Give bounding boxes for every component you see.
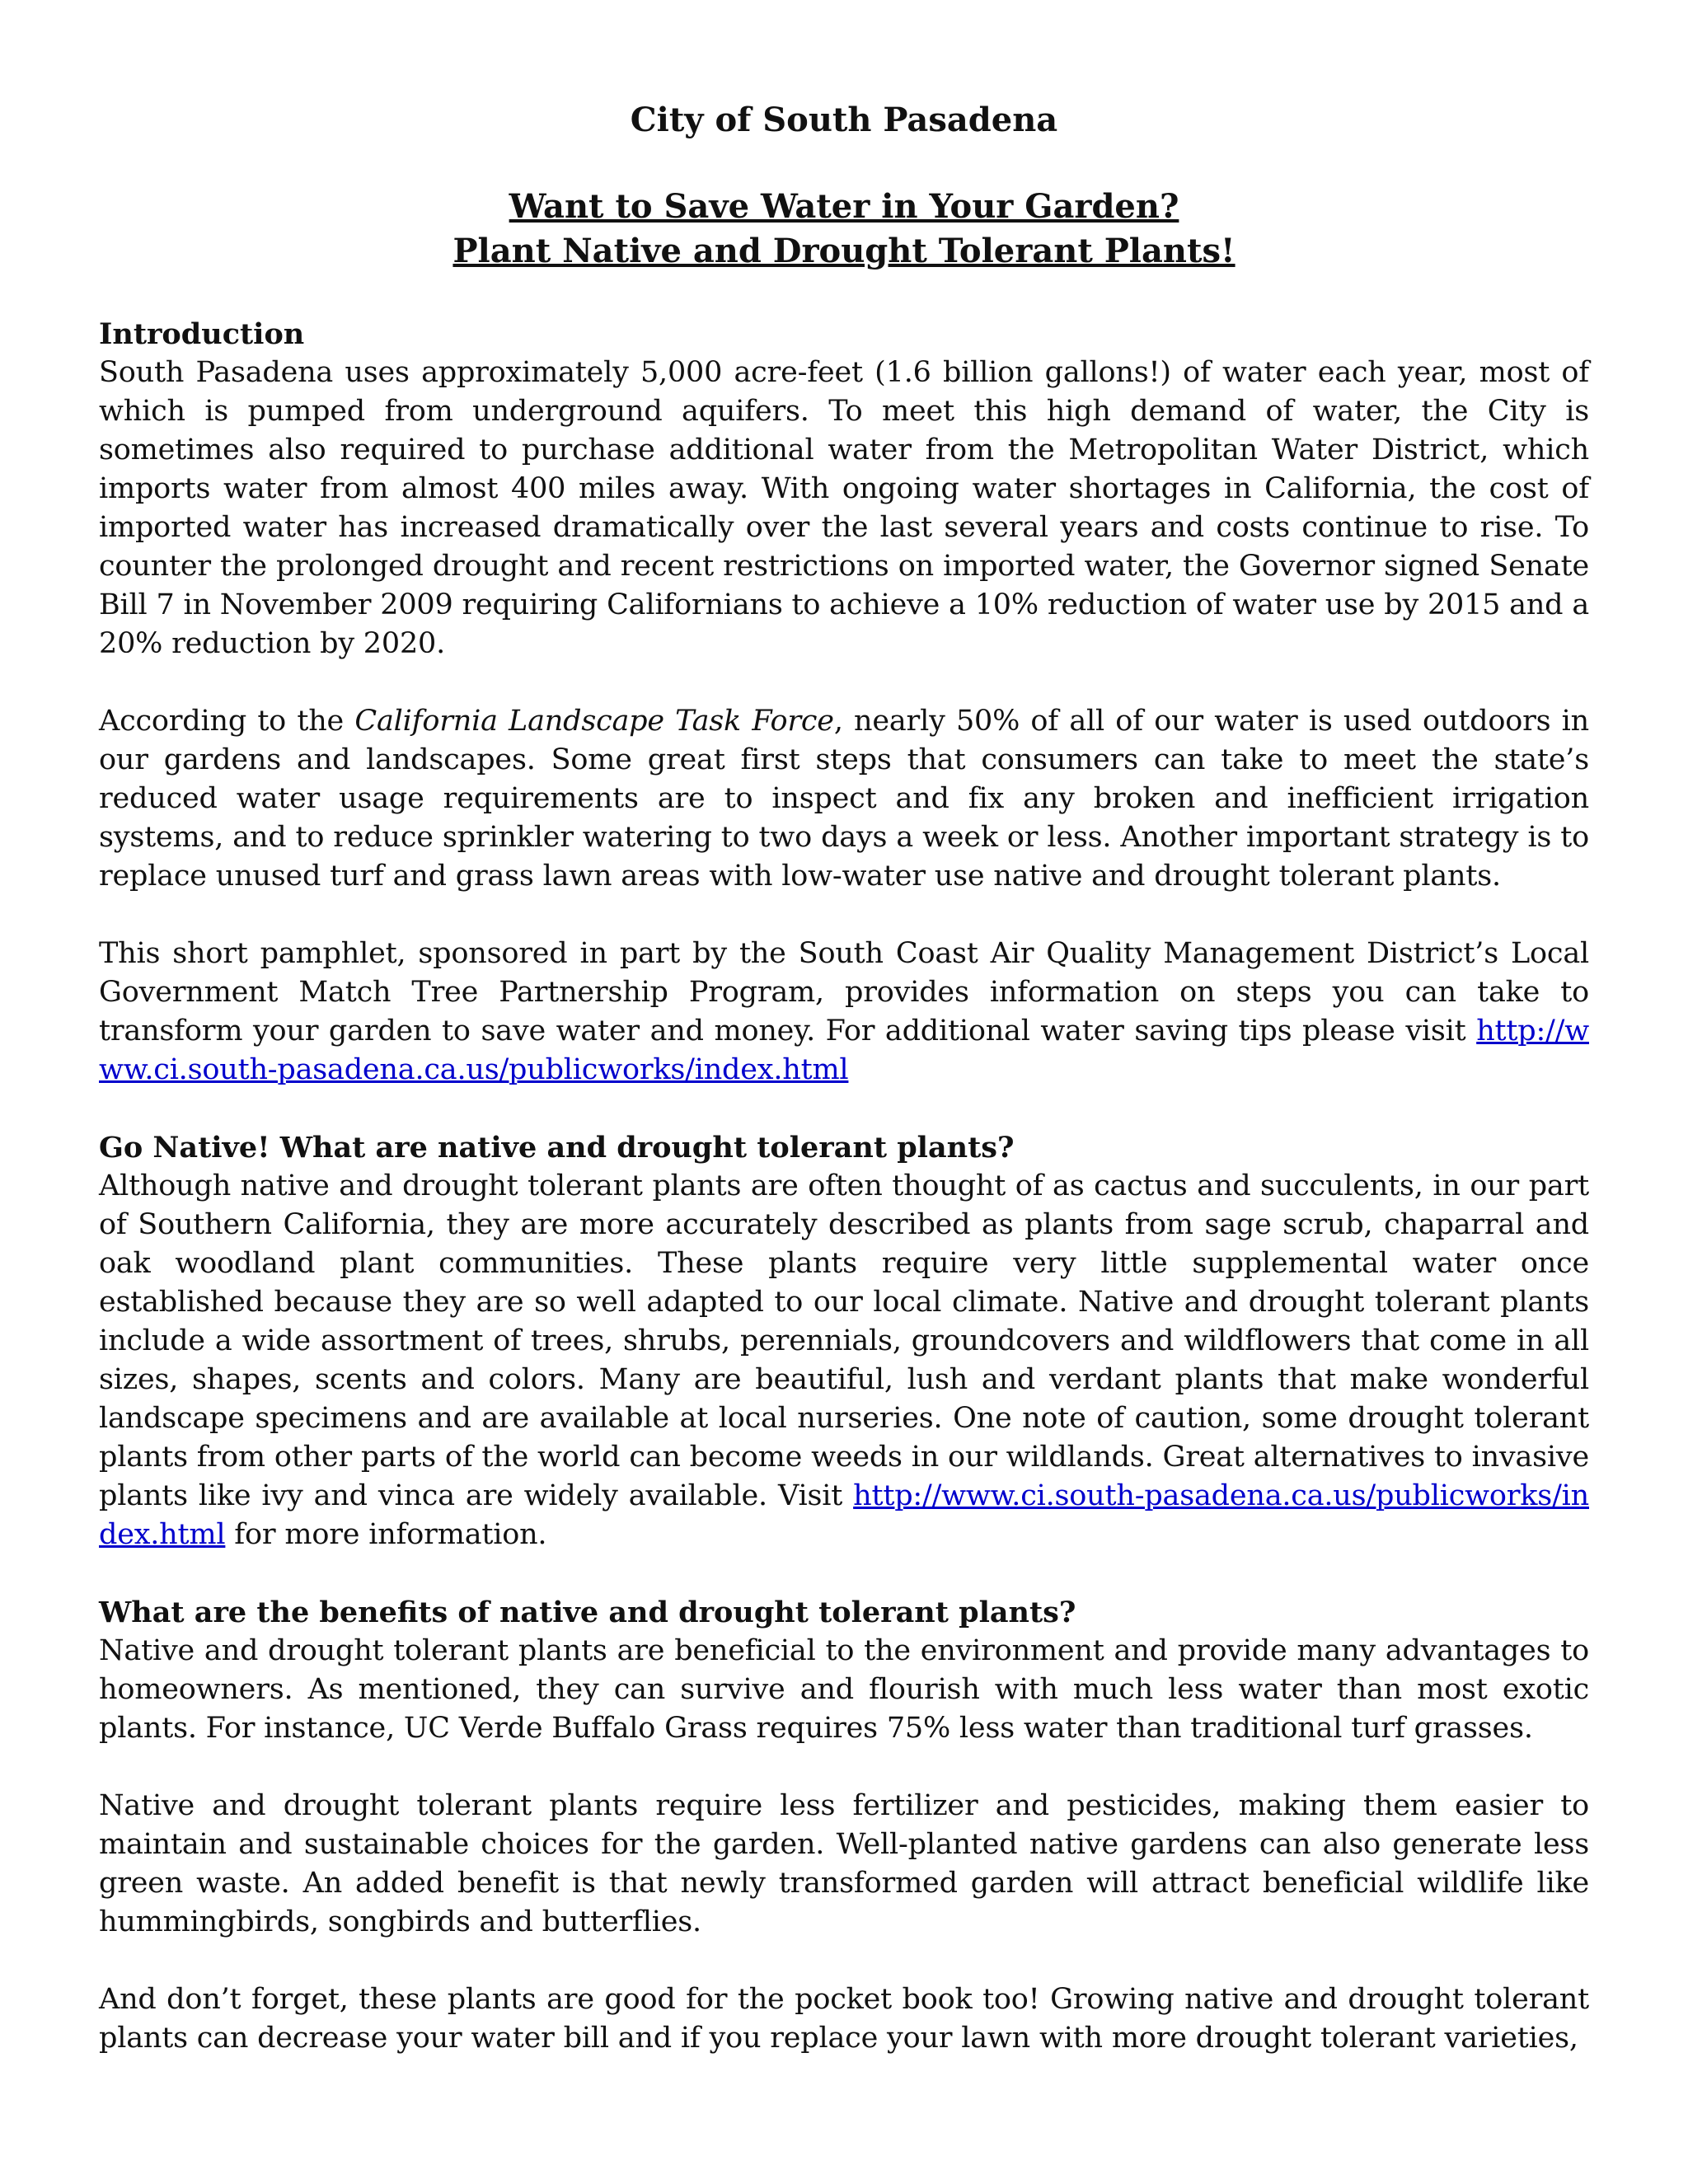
intro-paragraph-2 — [99, 702, 1589, 896]
task-force-name: California Landscape Task Force — [354, 705, 834, 738]
document-page — [99, 97, 1589, 2058]
intro-heading: Introduction — [99, 317, 305, 351]
intro-paragraph-1: South Pasadena uses approximately 5,000 acre-feet (1.6 billion gallons!) of water each year, most of which is pumped from underground aquifers. To meet this high demand of water, the City is sometimes also required to purchase additional water from the Metropolitan Water District, which imports water from almost 400 miles away. With ongoing water shortages in California, the cost of imported water has increased dramatically over the last several years and costs continue to rise. To counter the prolonged drought and recent restrictions on imported water, the Governor signed Senate Bill 7 in November 2009 requiring Californians to achieve a 10% reduction of water use by 2015 and a 20% reduction by 2020. — [99, 356, 1589, 660]
benefits-paragraph-3: And don’t forget, these plants are good for the pocket book too! Growing native and drought tolerant plants can decrease your water bill and if you replace your lawn with more drought tolerant varieties, — [99, 1983, 1589, 2055]
go-native-text: Although native and drought tolerant plants are often thought of as cactus and succulents, in our part of Southern California, they are more accurately described as plants from sage scrub, chaparral and oak woodland plant communities. These plants require very little supplemental water once established because they are so well adapted to our local climate. Native and drought tolerant plants include a wide assortment of trees, shrubs, perennials, groundcovers and wildflowers that come in all sizes, shapes, scents and colors. Many are beautiful, lush and verdant plants that make wonderful landscape specimens and are available at local nurseries. One note of caution, some drought tolerant plants from other parts of the world can become weeds in our wildlands. Great alternatives to invasive plants like ivy and vinca are widely available. Visit — [99, 1169, 1589, 1512]
intro-paragraph-3 — [99, 935, 1589, 1090]
benefits-paragraph-2: Native and drought tolerant plants require less fertilizer and pesticides, making them easier to maintain and sustainable choices for the garden. Well-planted native gardens can also generate less green waste. An added benefit is that newly transformed garden will attract beneficial wildlife like hummingbirds, songbirds and butterflies. — [99, 1789, 1589, 1938]
page-title-line1: Want to Save Water in Your Garden? — [509, 187, 1179, 226]
benefits-paragraph-1: Native and drought tolerant plants are beneficial to the environment and provide many advantages to homeowners. As mentioned, they can survive and flourish with much less water than most exotic plants. For instance, UC Verde Buffalo Grass requires 75% less water than traditional turf grasses. — [99, 1634, 1589, 1745]
publicworks-link-2[interactable]: http://www.ci.south-pasadena.ca.us/publicworks/index.html — [99, 1479, 1589, 1551]
publicworks-link-1[interactable]: http://www.ci.south-pasadena.ca.us/publicworks/index.html — [99, 1015, 1589, 1086]
intro-p2-before: According to the — [99, 705, 355, 738]
intro-p2-after: , nearly 50% of all of our water is used outdoors in our gardens and landscapes. Some great first steps that consumers can take to meet the state’s reduced water usage requirements are to inspect and fix any broken and inefficient irrigation systems, and to reduce sprinkler watering to two days a week or less. Another important strategy is to replace unused turf and grass lawn areas with low-water use native and drought tolerant plants. — [99, 705, 1589, 893]
go-native-after: for more information. — [225, 1518, 547, 1551]
go-native-heading: Go Native! What are native and drought tolerant plants? — [99, 1131, 1015, 1165]
organization-title: City of South Pasadena — [630, 101, 1058, 139]
go-native-paragraph — [99, 1167, 1589, 1554]
intro-p3-text: This short pamphlet, sponsored in part by the South Coast Air Quality Management District’s Local Government Match Tree Partnership Program, provides information on steps you can take to transform your garden to save water and money. For additional water saving tips please visit — [99, 937, 1589, 1047]
page-title-line2: Plant Native and Drought Tolerant Plants! — [452, 232, 1236, 270]
benefits-heading: What are the benefits of native and drought tolerant plants? — [99, 1596, 1076, 1629]
